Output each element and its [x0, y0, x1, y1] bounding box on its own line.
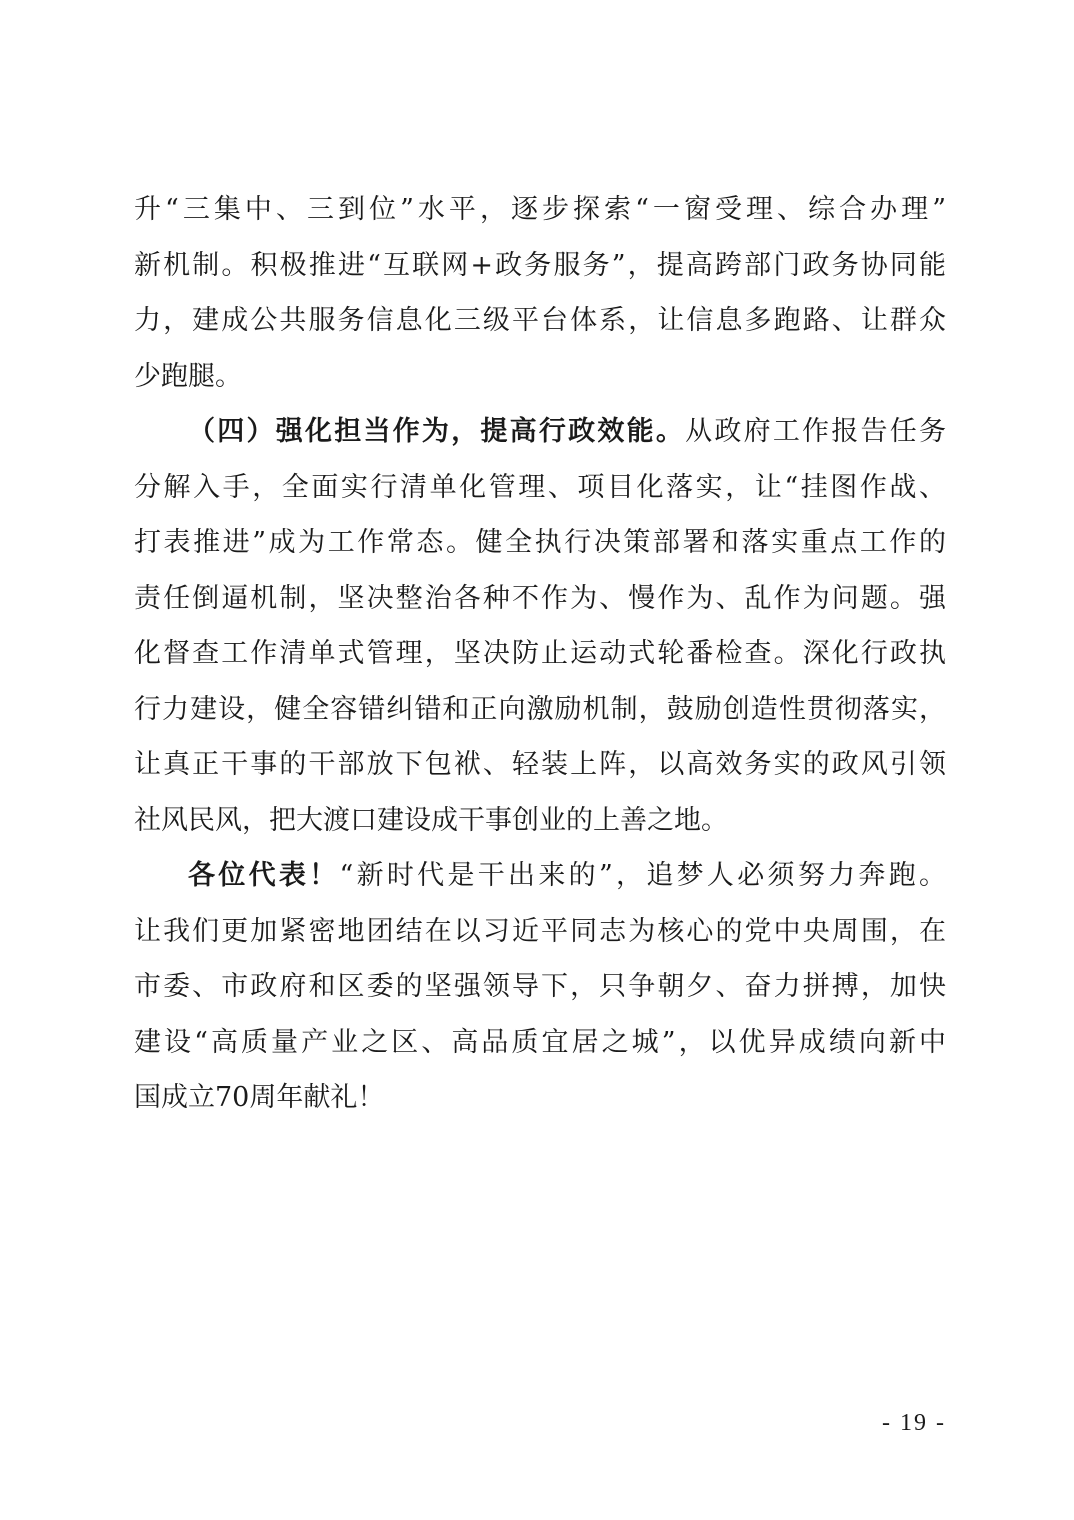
- section-heading: （四）强化担当作为，提高行政效能。: [188, 416, 686, 447]
- text-line: 社风民风，把大渡口建设成干事创业的上善之地。: [134, 804, 728, 836]
- text-line: 责任倒逼机制，坚决整治各种不作为、慢作为、乱作为问题。强: [134, 582, 946, 614]
- closing-heading: 各位代表！: [188, 860, 340, 891]
- section-heading-continuation: 从政府工作报告任务: [685, 416, 947, 447]
- text-line: 市委、市政府和区委的坚强领导下，只争朝夕、奋力拼搏，加快: [134, 971, 946, 1002]
- text-line: 让真正干事的干部放下包袱、轻装上阵，以高效务实的政风引领: [134, 749, 946, 780]
- text-line: 国成立70周年献礼！: [134, 1082, 385, 1113]
- closing-heading-line: [134, 848, 946, 904]
- text-line: 行力建设，健全容错纠错和正向激励机制，鼓励创造性贯彻落实，: [134, 693, 946, 725]
- text-line: 化督查工作清单式管理，坚决防止运动式轮番检查。深化行政执: [134, 638, 946, 669]
- text-line: 少跑腿。: [134, 360, 242, 392]
- text-line: 让我们更加紧密地团结在以习近平同志为核心的党中央周围，在: [134, 915, 946, 947]
- section-heading-line: [134, 404, 946, 460]
- text-line: 力，建成公共服务信息化三级平台体系，让信息多跑路、让群众: [134, 305, 946, 336]
- text-line: 建设“高质量产业之区、高品质宜居之城”，以优异成绩向新中: [134, 1026, 946, 1058]
- text-line: 升“三集中、三到位”水平，逐步探索“一窗受理、综合办理”: [134, 194, 946, 225]
- text-line: 分解入手，全面实行清单化管理、项目化落实，让“挂图作战、: [134, 471, 946, 503]
- document-body: [134, 182, 946, 1126]
- page-number: - 19 -: [882, 1410, 946, 1436]
- text-line: 新机制。积极推进“互联网+政务服务”，提高跨部门政务协同能: [134, 249, 946, 281]
- text-line: 打表推进”成为工作常态。健全执行决策部署和落实重点工作的: [134, 527, 946, 558]
- closing-heading-continuation: “新时代是干出来的”，追梦人必须努力奔跑。: [339, 860, 947, 891]
